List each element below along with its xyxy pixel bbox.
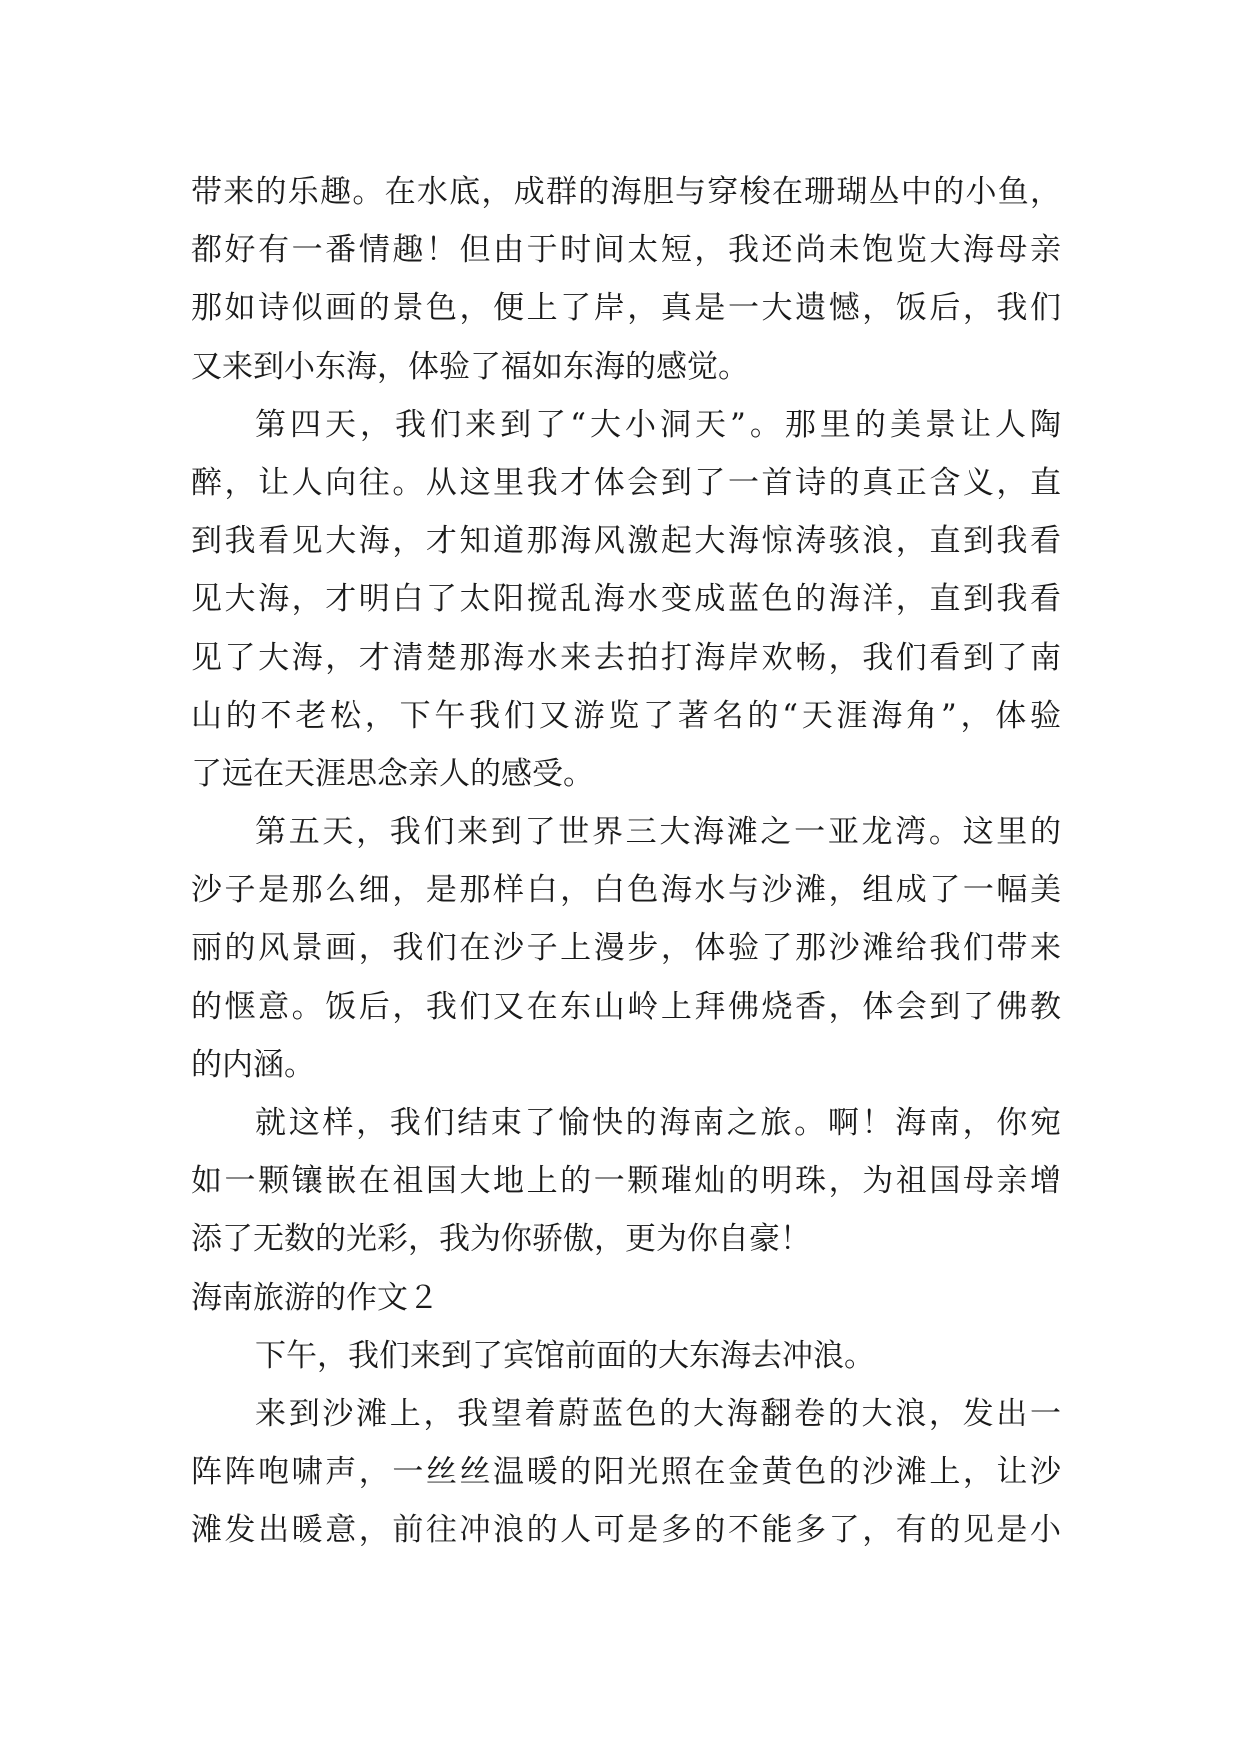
text-line: 到我看见大海，才知道那海风激起大海惊涛骇浪，直到我看	[191, 523, 1061, 560]
text-line: 丽的风景画，我们在沙子上漫步，体验了那沙滩给我们带来	[191, 930, 1061, 967]
text-line: 见了大海，才清楚那海水来去拍打海岸欢畅，我们看到了南	[191, 639, 1061, 676]
text-line: 第四天，我们来到了“大小洞天”。那里的美景让人陶	[255, 406, 1061, 443]
text-line: 沙子是那么细，是那样白，白色海水与沙滩，组成了一幅美	[191, 872, 1061, 909]
text-line: 就这样，我们结束了愉快的海南之旅。啊！海南，你宛	[255, 1105, 1061, 1141]
text-line: 又来到小东海，体验了福如东海的感觉。	[191, 348, 749, 385]
text-line: 添了无数的光彩，我为你骄傲，更为你自豪！	[191, 1221, 811, 1258]
text-line: 都好有一番情趣！但由于时间太短，我还尚未饱览大海母亲	[191, 232, 1061, 269]
text-line: 下午，我们来到了宾馆前面的大东海去冲浪。	[255, 1337, 875, 1374]
text-line: 见大海，才明白了太阳搅乱海水变成蓝色的海洋，直到我看	[191, 581, 1061, 618]
text-line: 了远在天涯思念亲人的感受。	[191, 755, 594, 792]
text-line: 醉，让人向往。从这里我才体会到了一首诗的真正含义，直	[191, 464, 1061, 501]
text-line: 滩发出暖意，前往冲浪的人可是多的不能多了，有的见是小	[191, 1512, 1061, 1549]
text-line: 如一颗镶嵌在祖国大地上的一颗璀灿的明珠，为祖国母亲增	[191, 1163, 1061, 1200]
text-line: 第五天，我们来到了世界三大海滩之一亚龙湾。这里的	[255, 814, 1061, 851]
text-line: 的惬意。饭后，我们又在东山岭上拜佛烧香，体会到了佛教	[191, 988, 1061, 1025]
text-line: 来到沙滩上，我望着蔚蓝色的大海翻卷的大浪，发出一	[255, 1395, 1061, 1432]
text-line: 山的不老松，下午我们又游览了著名的“天涯海角”，体验	[191, 697, 1061, 734]
section-heading: 海南旅游的作文２	[191, 1279, 439, 1316]
text-line: 阵阵咆啸声，一丝丝温暖的阳光照在金黄色的沙滩上，让沙	[191, 1454, 1061, 1491]
document-body	[191, 163, 1061, 1560]
text-line: 那如诗似画的景色，便上了岸，真是一大遗憾，饭后，我们	[191, 290, 1061, 327]
text-line: 的内涵。	[191, 1046, 315, 1083]
text-line: 带来的乐趣。在水底，成群的海胆与穿梭在珊瑚丛中的小鱼，	[191, 174, 1061, 210]
